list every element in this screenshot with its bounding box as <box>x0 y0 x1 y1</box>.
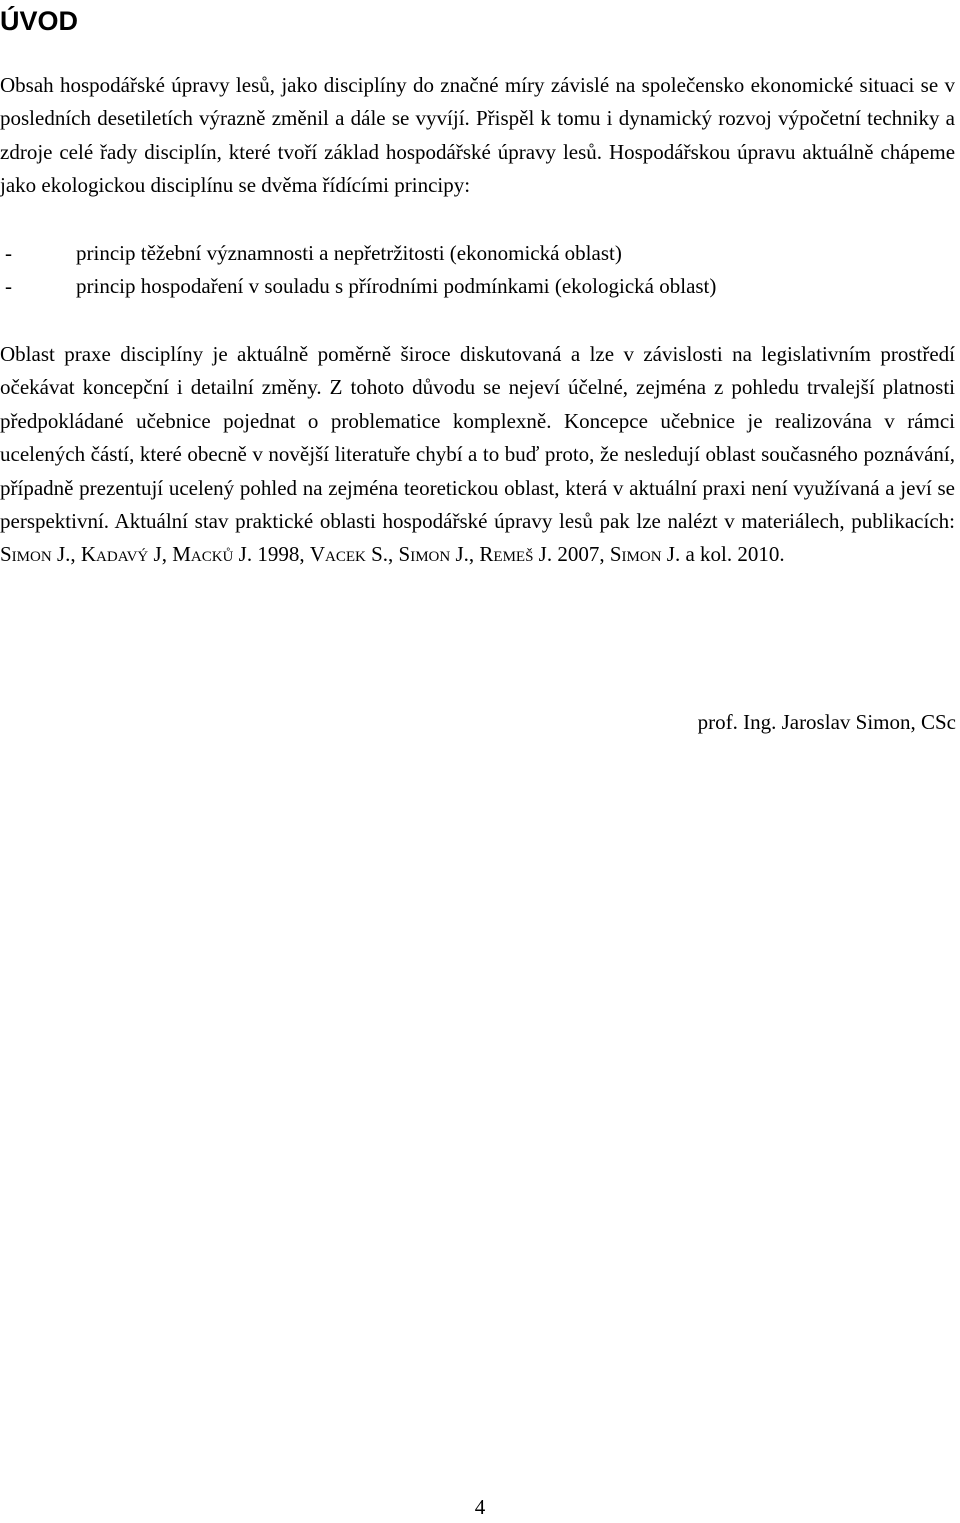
list-item-text: princip hospodaření v souladu s přírodními podmínkami (ekologická oblast) <box>76 274 717 299</box>
list-item-text: princip těžební významnosti a nepřetržitosti (ekonomická oblast) <box>76 241 622 265</box>
list-dash: - <box>5 274 12 299</box>
intro-paragraph <box>0 69 955 203</box>
reference-suffix: S., <box>371 542 394 567</box>
reference-author: Simon <box>0 542 52 567</box>
list-item <box>0 270 716 303</box>
second-text-part1: Oblast praxe disciplíny je aktuálně poměrně široce diskutovaná a lze v závislosti na legislativním prostředí očekávat koncepční i detailní změny. <box>0 342 955 400</box>
author-signature: prof. Ing. Jaroslav Simon, CSc <box>697 710 956 734</box>
reference-suffix: J. 2007, <box>538 542 605 567</box>
page-title: ÚVOD <box>0 6 79 36</box>
reference-author: Kadavý <box>80 542 149 567</box>
reference-author: Remeš <box>479 542 534 567</box>
second-text-part4: Aktuální stav praktické oblasti hospodářské úpravy lesů pak lze nalézt v materiálech, publikacích: <box>114 509 955 534</box>
second-paragraph <box>0 338 955 572</box>
reference-suffix: J. a kol. 2010. <box>666 542 785 567</box>
reference-suffix: J., <box>455 542 475 567</box>
second-text-part2: Z tohoto důvodu se nejeví účelné, zejména z pohledu trvalejší platnosti předpokládané učebnice pojednat o problematice komplexně. <box>0 375 956 433</box>
intro-text-part2: Hospodářskou úpravu aktuálně chápeme jako ekologickou disciplínu se dvěma řídícími principy: <box>0 139 956 198</box>
reference-author: Simon <box>609 542 662 567</box>
reference-suffix: J., <box>56 542 76 567</box>
principles-list <box>0 237 716 304</box>
second-text-part3: Koncepce učebnice je realizována v rámci ucelených částí, které obecně v novější literatuře chybí a to buď proto, že nesledují oblast současného poznávání, případně prezentují ucelený pohled na zejména teoretickou oblast, která v aktuální praxi není využívaná a jeví se perspektivní. <box>0 408 955 534</box>
reference-author: Macků <box>172 542 234 567</box>
reference-suffix: J, <box>153 542 167 567</box>
reference-suffix: J. 1998, <box>238 542 305 567</box>
page-number: 4 <box>474 1495 486 1519</box>
list-dash: - <box>5 241 12 265</box>
list-item <box>0 237 716 270</box>
intro-text-part1: Obsah hospodářské úpravy lesů, jako disciplíny do značné míry závislé na společensko ekonomické situaci se v posledních desetiletích výrazně změnil a dále se vyvíjí. Přispěl k tomu i dynamický rozvoj výpočetní techniky a zdroje celé řady disciplín, které tvoří základ hospodářské úpravy lesů. <box>0 73 955 164</box>
reference-author: Vacek <box>309 542 366 567</box>
reference-author: Simon <box>398 542 451 567</box>
